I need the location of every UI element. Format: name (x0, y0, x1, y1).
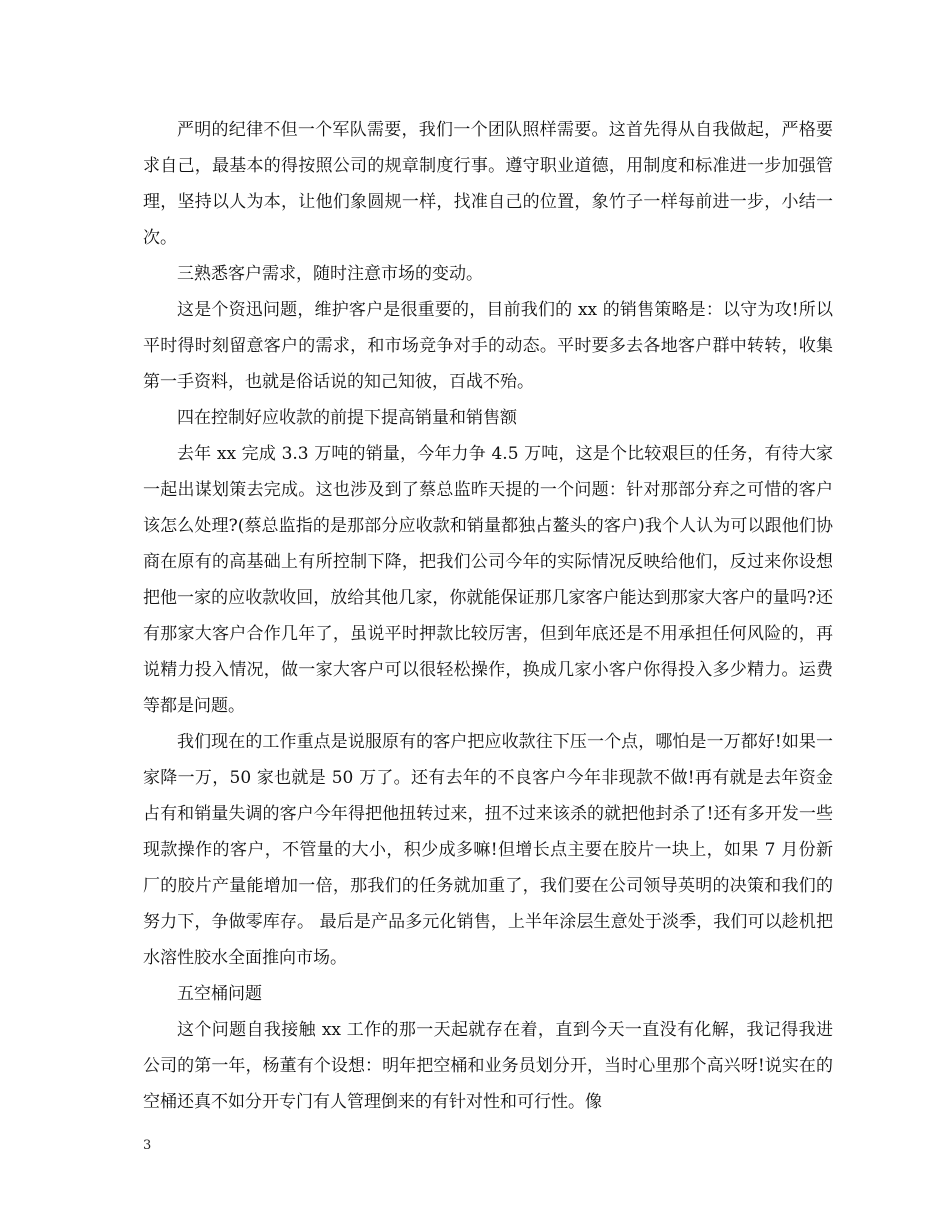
heading-receivables: 四在控制好应收款的前提下提高销量和销售额 (177, 408, 517, 428)
paragraph-customer-info: 这是个资迅问题，维护客户是很重要的，目前我们的 xx 的销售策略是：以守为攻!所以平时得时刻留意客户的需求，和市场竞争对手的动态。平时要多去各地客户群中转转，收集第一手资料，也就是俗话说的知己知彼，百战不殆。 (143, 300, 833, 392)
paragraph-sales-target: 去年 xx 完成 3.3 万吨的销量，今年力争 4.5 万吨，这是个比较艰巨的任务，有待大家一起出谋划策去完成。这也涉及到了蔡总监昨天提的一个问题：针对那部分弃之可惜的客户该怎么处理?(蔡总监指的是那部分应收款和销量都独占鳌头的客户)我个人认为可以跟他们协商在原有的高基础上有所控制下降，把我们公司今年的实际情况反映给他们，反过来你设想把他一家的应收款收回，放给其他几家，你就能保证那几家客户能达到那家大客户的量吗?还有那家大客户合作几年了，虽说平时押款比较厉害，但到年底还是不用承担任何风险的，再说精力投入情况，做一家大客户可以很轻松操作，换成几家小客户你得投入多少精力。运费等都是问题。 (143, 444, 833, 716)
heading-empty-barrels: 五空桶问题 (177, 984, 262, 1004)
heading-customer-needs: 三熟悉客户需求，随时注意市场的变动。 (177, 264, 483, 284)
page-number: 3 (143, 1138, 152, 1153)
paragraph-empty-barrels: 这个问题自我接触 xx 工作的那一天起就存在着，直到今天一直没有化解，我记得我进公司的第一年，杨董有个设想：明年把空桶和业务员划分开，当时心里那个高兴呀!说实在的空桶还真不如分开专门有人管理倒来的有针对性和可行性。像 (143, 1020, 833, 1112)
document-body (143, 112, 833, 1120)
paragraph-work-focus: 我们现在的工作重点是说服原有的客户把应收款往下压一个点，哪怕是一万都好!如果一家降一万，50 家也就是 50 万了。还有去年的不良客户今年非现款不做!再有就是去年资金占有和销量失调的客户今年得把他扭转过来，扭不过来该杀的就把他封杀了!还有多开发一些现款操作的客户，不管量的大小，积少成多嘛!但增长点主要在胶片一块上，如果 7 月份新厂的胶片产量能增加一倍，那我们的任务就加重了，我们要在公司领导英明的决策和我们的努力下，争做零库存。 最后是产品多元化销售，上半年涂层生意处于淡季，我们可以趁机把水溶性胶水全面推向市场。 (143, 732, 833, 968)
paragraph-discipline: 严明的纪律不但一个军队需要，我们一个团队照样需要。这首先得从自我做起，严格要求自己，最基本的得按照公司的规章制度行事。遵守职业道德，用制度和标准进一步加强管理，坚持以人为本，让他们象圆规一样，找准自己的位置，象竹子一样每前进一步，小结一次。 (143, 120, 833, 248)
